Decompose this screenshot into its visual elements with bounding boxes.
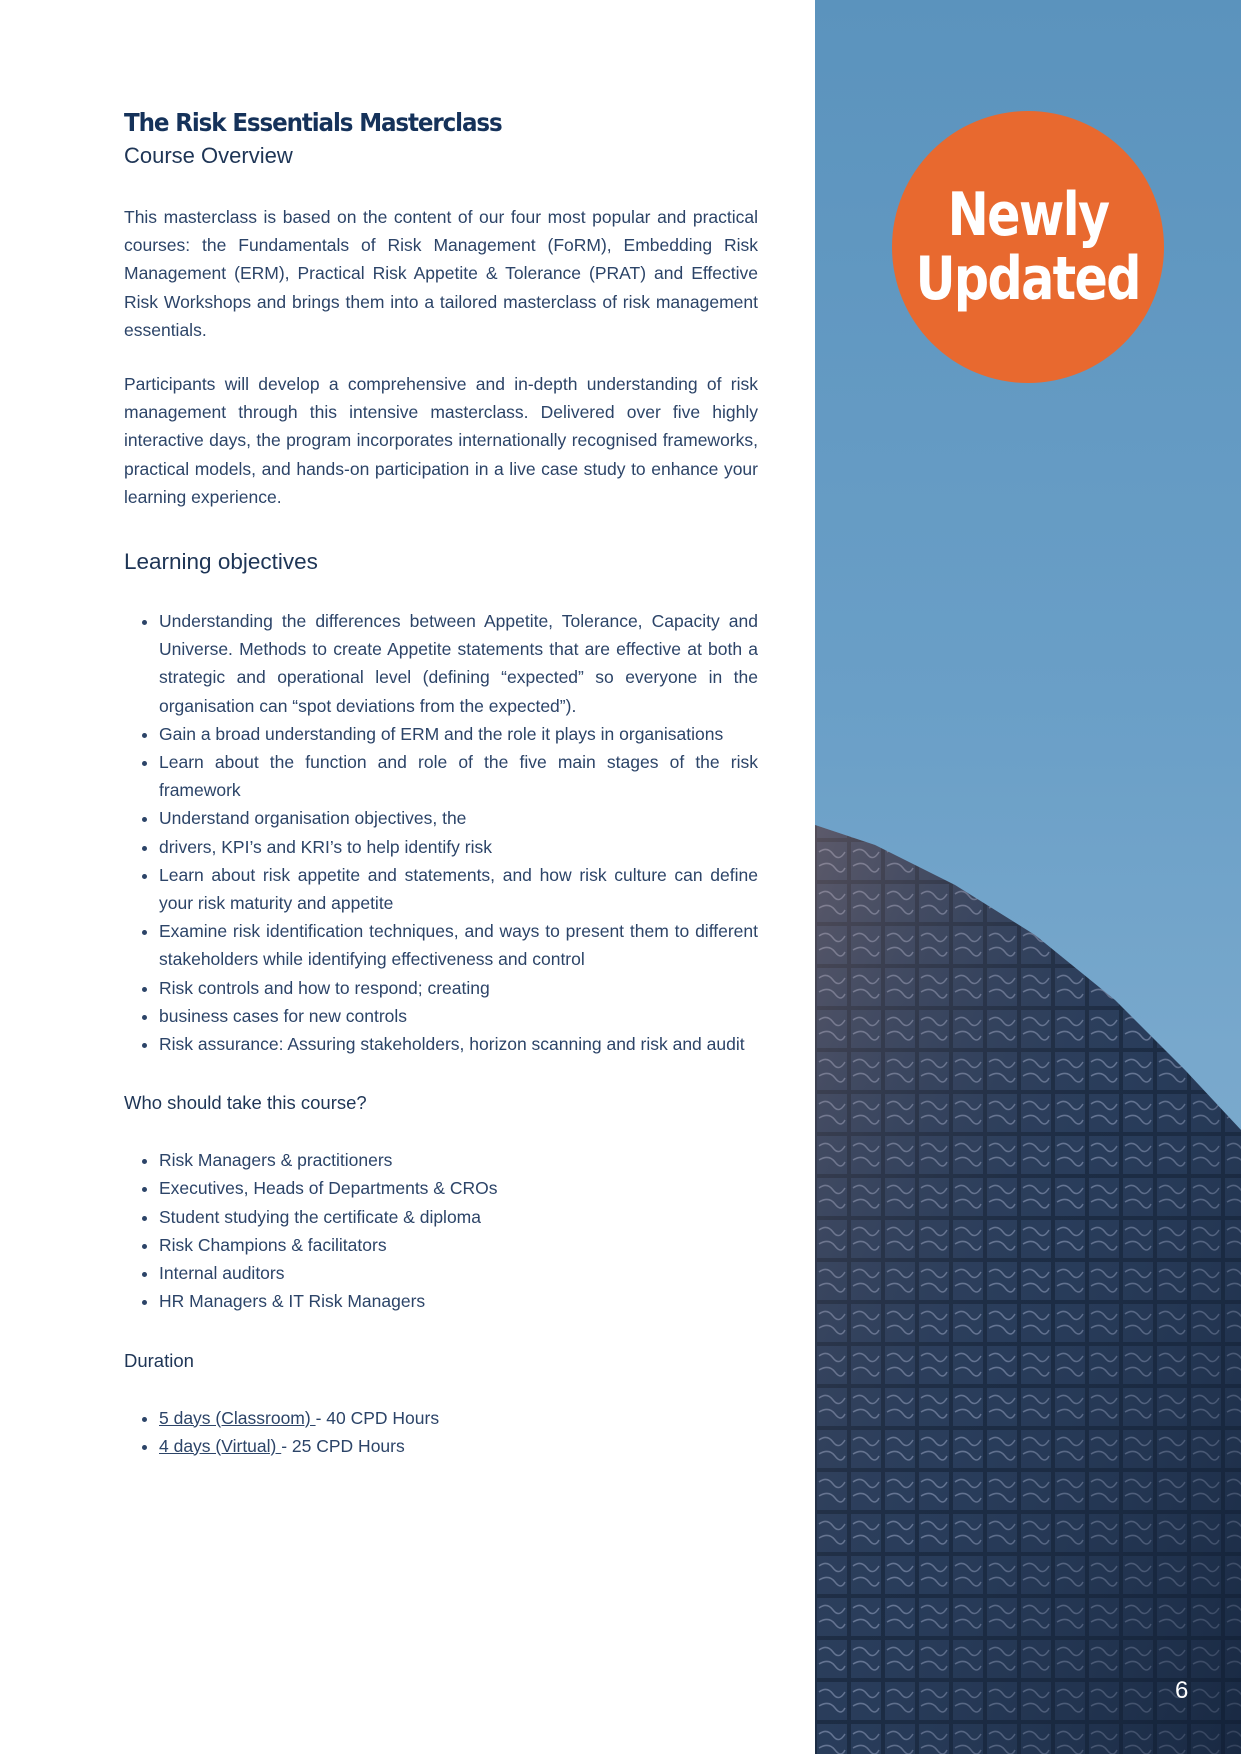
- virtual-link[interactable]: 4 days (Virtual): [159, 1435, 282, 1456]
- list-item: • Examine risk identification techniques, and ways to present them to different stakeholders while identifying effectiveness and control: [159, 917, 758, 973]
- list-item: • Risk assurance: Assuring stakeholders, horizon scanning and risk and audit: [159, 1030, 758, 1058]
- virtual-cpd: - 25 CPD Hours: [281, 1435, 405, 1456]
- duration-item-virtual: [159, 1432, 758, 1460]
- list-item: • Learn about risk appetite and statements, and how risk culture can define your risk maturity and appetite: [159, 861, 758, 917]
- course-title: The Risk Essentials Masterclass: [124, 108, 502, 137]
- audience-list: [124, 1146, 758, 1315]
- classroom-cpd: - 40 CPD Hours: [315, 1407, 440, 1428]
- list-item: • Internal auditors: [159, 1259, 758, 1287]
- list-item: • Risk Champions & facilitators: [159, 1231, 758, 1259]
- list-item: • Risk Managers & practitioners: [159, 1146, 758, 1174]
- course-subtitle: Course Overview: [124, 143, 293, 168]
- objectives-list: [124, 607, 758, 1058]
- list-item: • Executives, Heads of Departments & CROs: [159, 1174, 758, 1202]
- main-content: [124, 108, 758, 1460]
- newly-updated-badge: [892, 111, 1164, 383]
- overview-paragraph-2: Participants will develop a comprehensive and in-depth understanding of risk management through this intensive masterclass. Delivered over five highly interactive days, the program incorporates internationally recognised frameworks, practical models, and hands-on participation in a live case study to enhance your learning experience.: [124, 374, 758, 507]
- page-number: 6: [1175, 1677, 1189, 1704]
- classroom-link[interactable]: 5 days (Classroom): [159, 1407, 316, 1428]
- badge-line-2: Updated: [915, 244, 1141, 314]
- list-item: • Understand organisation objectives, the: [159, 804, 758, 832]
- audience-heading: Who should take this course?: [124, 1092, 367, 1114]
- objectives-heading: Learning objectives: [124, 549, 318, 575]
- list-item: • Gain a broad understanding of ERM and the role it plays in organisations: [159, 720, 758, 748]
- badge-line-1: Newly: [947, 180, 1109, 250]
- list-item: • Student studying the certificate & diploma: [159, 1203, 758, 1231]
- list-item: • Understanding the differences between Appetite, Tolerance, Capacity and Universe. Methods to create Appetite statements that are effective at both a strategic and operational level (defining “expected” so everyone in the organisation can “spot deviations from the expected”).: [159, 607, 758, 720]
- list-item: • business cases for new controls: [159, 1002, 758, 1030]
- duration-heading: Duration: [124, 1349, 194, 1371]
- list-item: • HR Managers & IT Risk Managers: [159, 1287, 758, 1315]
- list-item: • Risk controls and how to respond; creating: [159, 974, 758, 1002]
- duration-item-classroom: [159, 1404, 758, 1432]
- list-item: • drivers, KPI’s and KRI’s to help identify risk: [159, 833, 758, 861]
- list-item: • Learn about the function and role of the five main stages of the risk framework: [159, 748, 758, 804]
- duration-list: [124, 1404, 758, 1460]
- overview-paragraph-1: This masterclass is based on the content of our four most popular and practical courses: the Fundamentals of Risk Management (FoRM), Embedding Risk Management (ERM), Practical Risk Appetite & Tolerance (PRAT) and Effective Risk Workshops and brings them into a tailored masterclass of risk management essentials.: [124, 207, 758, 340]
